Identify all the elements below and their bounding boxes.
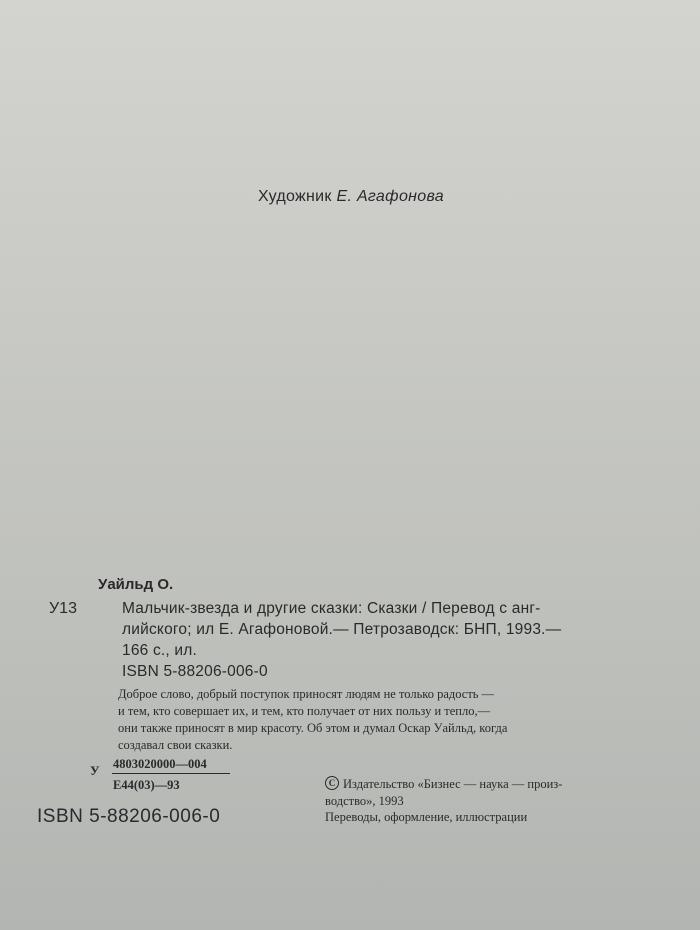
illustrator-name: Е. Агафонова [336, 188, 444, 205]
copyright-line: Издательство «Бизнес — наука — произ- [343, 777, 563, 791]
copyright-line: Переводы, оформление, иллюстрации [325, 810, 528, 824]
catalog-line: Мальчик-звезда и другие сказки: Сказки / Перевод с анг- [122, 600, 541, 617]
copyright-line: водство», 1993 [325, 794, 404, 808]
catalog-author: Уайльд О. [98, 576, 174, 593]
classification-letter: У [90, 763, 100, 778]
annotation-line: создавал свои сказки. [118, 738, 233, 752]
fraction-rule [112, 773, 230, 774]
illustrator-label: Художник [258, 188, 332, 205]
classification-code-denominator: Е44(03)—93 [113, 778, 180, 792]
annotation-line: Доброе слово, добрый поступок приносят людям не только радость — [118, 687, 495, 701]
annotation-line: и тем, кто совершает их, и тем, кто получает от них пользу и тепло,— [118, 704, 491, 718]
illustrator-credit [258, 188, 444, 206]
catalog-udk: У13 [49, 600, 77, 617]
catalog-line: 166 с., ил. [122, 642, 198, 659]
isbn-main: ISBN 5-88206-006-0 [37, 806, 221, 827]
classification-code-numerator: 4803020000—004 [113, 757, 207, 771]
copyright-icon: C [325, 776, 339, 790]
catalog-line: лийского; ил Е. Агафоновой.— Петрозаводск: БНП, 1993.— [122, 621, 562, 638]
annotation-line: они также приносят в мир красоту. Об этом и думал Оскар Уайльд, когда [118, 721, 508, 735]
catalog-isbn: ISBN 5-88206-006-0 [122, 663, 268, 680]
